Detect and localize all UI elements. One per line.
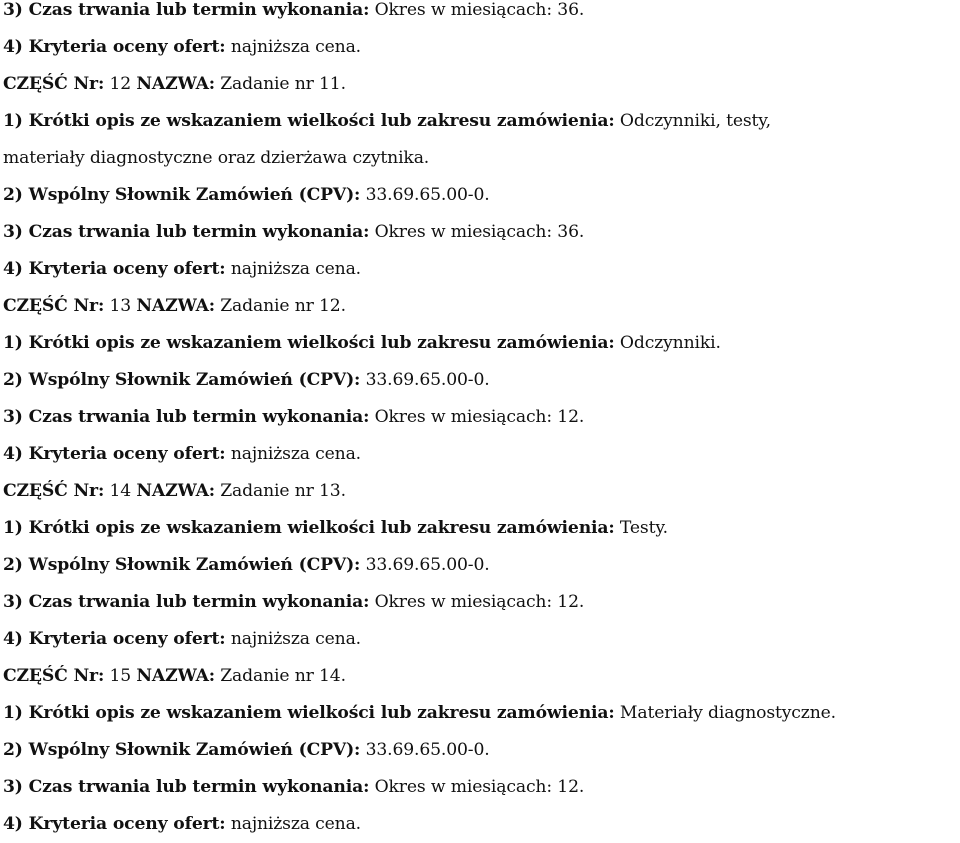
field-label: 1) Krótki opis ze wskazaniem wielkości lub zakresu zamówienia: <box>3 333 615 353</box>
part-name-value: Zadanie nr 14. <box>214 666 346 686</box>
field-value: Okres w miesiącach: 36. <box>369 222 585 242</box>
part-header-line <box>3 473 958 510</box>
part-number-label: CZĘŚĆ Nr: <box>3 296 105 316</box>
description-line <box>3 325 958 362</box>
field-label: 3) Czas trwania lub termin wykonania: <box>3 777 370 797</box>
field-value: najniższa cena. <box>225 444 361 464</box>
field-value: 33.69.65.00-0. <box>360 370 490 390</box>
part-number-value: 12 <box>104 74 137 94</box>
cpv-line <box>3 547 958 584</box>
part-header-line <box>3 66 958 103</box>
description-continuation-line <box>3 140 958 177</box>
criteria-line <box>3 621 958 658</box>
field-label: 4) Kryteria oceny ofert: <box>3 444 226 464</box>
part-name-value: Zadanie nr 12. <box>214 296 346 316</box>
field-value: Okres w miesiącach: 12. <box>369 407 585 427</box>
field-value: 33.69.65.00-0. <box>360 185 490 205</box>
field-label: 4) Kryteria oceny ofert: <box>3 629 226 649</box>
cpv-line <box>3 732 958 769</box>
field-label: 4) Kryteria oceny ofert: <box>3 37 226 57</box>
part-name-value: Zadanie nr 13. <box>214 481 346 501</box>
part-number-value: 15 <box>104 666 137 686</box>
field-label: 1) Krótki opis ze wskazaniem wielkości lub zakresu zamówienia: <box>3 518 615 538</box>
description-line <box>3 103 958 140</box>
duration-line <box>3 214 958 251</box>
part-name-label: NAZWA: <box>136 74 215 94</box>
field-label: 1) Krótki opis ze wskazaniem wielkości lub zakresu zamówienia: <box>3 703 615 723</box>
field-label: 2) Wspólny Słownik Zamówień (CPV): <box>3 370 361 390</box>
field-value: Okres w miesiącach: 12. <box>369 592 585 612</box>
part-header-line <box>3 288 958 325</box>
field-label: 3) Czas trwania lub termin wykonania: <box>3 0 370 20</box>
field-value: 33.69.65.00-0. <box>360 740 490 760</box>
field-value: 33.69.65.00-0. <box>360 555 490 575</box>
part-name-label: NAZWA: <box>136 666 215 686</box>
field-value: Okres w miesiącach: 36. <box>369 0 585 20</box>
criteria-line <box>3 251 958 288</box>
duration-line <box>3 769 958 806</box>
part-name-label: NAZWA: <box>136 296 215 316</box>
field-value: Odczynniki. <box>614 333 721 353</box>
document-body <box>3 0 958 843</box>
description-line <box>3 510 958 547</box>
part-number-value: 14 <box>104 481 137 501</box>
part-name-label: NAZWA: <box>136 481 215 501</box>
field-value: materiały diagnostyczne oraz dzierżawa czytnika. <box>3 148 430 168</box>
duration-line <box>3 584 958 621</box>
description-line <box>3 695 958 732</box>
part-header-line <box>3 658 958 695</box>
criteria-line <box>3 806 958 843</box>
field-value: najniższa cena. <box>225 259 361 279</box>
field-value: najniższa cena. <box>225 629 361 649</box>
criteria-line <box>3 436 958 473</box>
part-number-label: CZĘŚĆ Nr: <box>3 74 105 94</box>
field-label: 3) Czas trwania lub termin wykonania: <box>3 222 370 242</box>
criteria-line <box>3 29 958 66</box>
part-name-value: Zadanie nr 11. <box>214 74 346 94</box>
part-number-label: CZĘŚĆ Nr: <box>3 666 105 686</box>
field-value: Testy. <box>614 518 668 538</box>
field-value: najniższa cena. <box>225 37 361 57</box>
field-label: 2) Wspólny Słownik Zamówień (CPV): <box>3 185 361 205</box>
field-value: najniższa cena. <box>225 814 361 834</box>
part-number-label: CZĘŚĆ Nr: <box>3 481 105 501</box>
field-label: 4) Kryteria oceny ofert: <box>3 814 226 834</box>
field-value: Odczynniki, testy, <box>614 111 771 131</box>
duration-line <box>3 0 958 29</box>
field-label: 2) Wspólny Słownik Zamówień (CPV): <box>3 740 361 760</box>
cpv-line <box>3 177 958 214</box>
field-label: 3) Czas trwania lub termin wykonania: <box>3 592 370 612</box>
part-number-value: 13 <box>104 296 137 316</box>
field-value: Materiały diagnostyczne. <box>614 703 836 723</box>
cpv-line <box>3 362 958 399</box>
field-label: 4) Kryteria oceny ofert: <box>3 259 226 279</box>
field-label: 3) Czas trwania lub termin wykonania: <box>3 407 370 427</box>
field-value: Okres w miesiącach: 12. <box>369 777 585 797</box>
duration-line <box>3 399 958 436</box>
field-label: 1) Krótki opis ze wskazaniem wielkości lub zakresu zamówienia: <box>3 111 615 131</box>
field-label: 2) Wspólny Słownik Zamówień (CPV): <box>3 555 361 575</box>
